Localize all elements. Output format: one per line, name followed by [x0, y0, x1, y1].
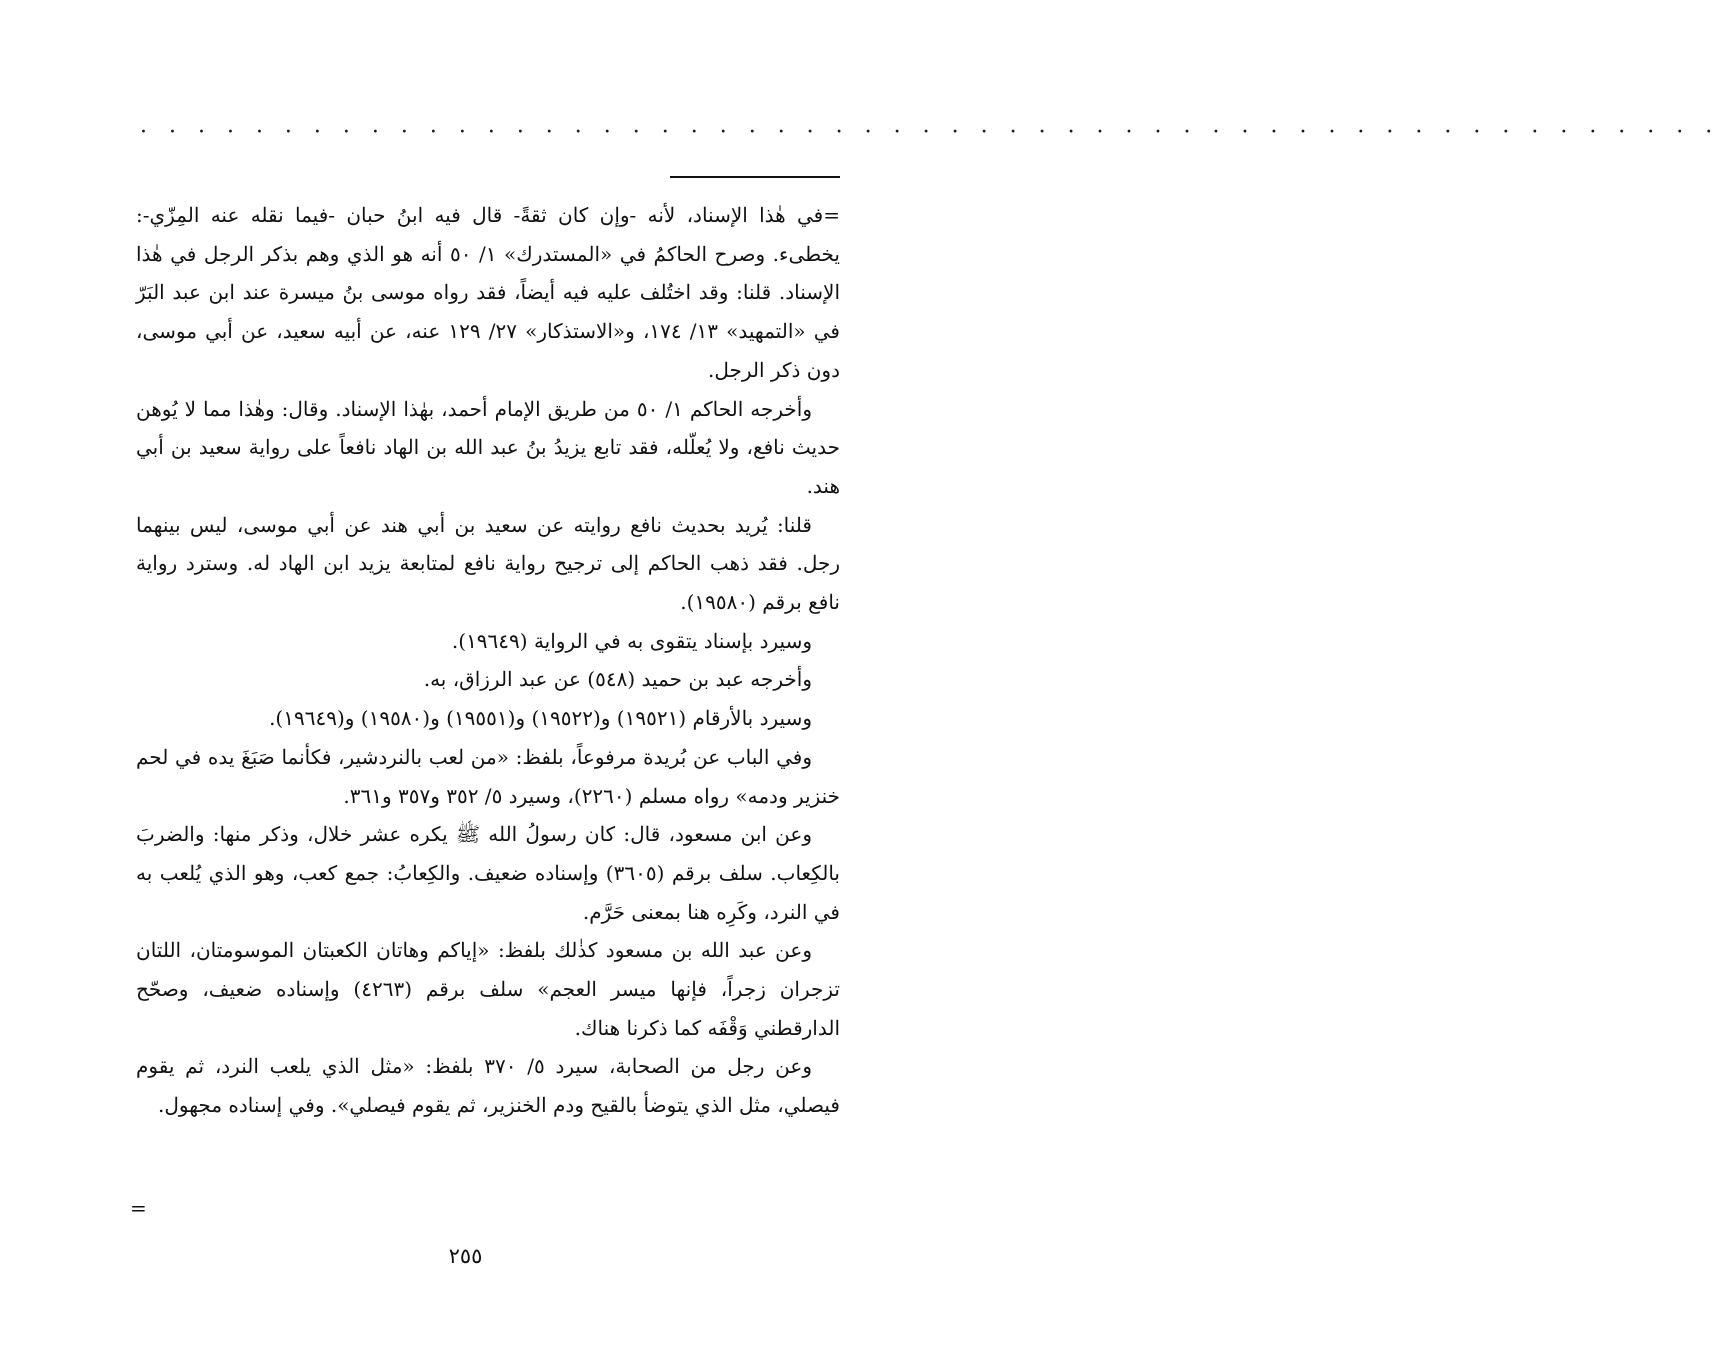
footnote-paragraph: وعن ابن مسعود، قال: كان رسولُ الله ﷺ يكره عشر خلال، وذكر منها: والضربَ بالكِعاب. سلف برقم (٣٦٠٥) وإسناده ضعيف. والكِعابُ: جمع كعب، وهو الذي يُلعب به في النرد، وكَرِه هنا بمعنى حَرَّم.	[136, 822, 840, 924]
footnote-paragraph: وسيرد بالأرقام (١٩٥٢١) و(١٩٥٢٢) و(١٩٥٥١) و(١٩٥٨٠) و(١٩٦٤٩).	[269, 706, 812, 731]
continuation-mark: =	[130, 1196, 147, 1220]
footnote-paragraph: وأخرجه الحاكم ١/ ٥٠ من طريق الإمام أحمد، بهٰذا الإسناد. وقال: وهٰذا مما لا يُوهن حديث نافع، ولا يُعلّله، فقد تابع يزيدُ بنُ عبد الله بن الهاد نافعاً على رواية سعيد بن أبي هند.	[136, 396, 840, 498]
footnote-paragraph: وعن عبد الله بن مسعود كذٰلك بلفظ: «إياكم وهاتان الكعبتان الموسومتان، اللتان تزجران زجراً، فإنها ميسر العجم» سلف برقم (٤٢٦٣) وإسناده ضعيف، وصحّح الدارقطني وَقْفَه كما ذكرنا هناك.	[136, 938, 840, 1040]
footnote-separator-rule	[670, 176, 840, 178]
footnote-paragraph: قلنا: يُريد بحديث نافع روايته عن سعيد بن أبي هند عن أبي موسى، ليس بينهما رجل. فقد ذهب الحاكم إلى ترجيح رواية نافع لمتابعة يزيد ابن الهاد له. وسترد رواية نافع برقم (١٩٥٨٠).	[136, 512, 840, 615]
footnote-paragraph: وفي الباب عن بُريدة مرفوعاً، بلفظ: «من لعب بالنردشير، فكأنما صَبَغَ يده في لحم خنزير ودمه» رواه مسلم (٢٢٦٠)، وسيرد ٥/ ٣٥٢ و٣٥٧ و٣٦١.	[136, 744, 840, 808]
footnote-paragraph: وعن رجل من الصحابة، سيرد ٥/ ٣٧٠ بلفظ: «مثل الذي يلعب النرد، ثم يقوم فيصلي، مثل الذي يتوضأ بالقيح ودم الخنزير، ثم يقوم فيصلي». وفي إسناده مجهول.	[136, 1054, 840, 1118]
page-number: ٢٥٥	[448, 1244, 483, 1268]
footnote-paragraph: وأخرجه عبد بن حميد (٥٤٨) عن عبد الرزاق، به.	[423, 667, 812, 692]
header-dotted-line: · · · · · · · · · · · · · · · · · · · · · · · · · · · · · · · · · · · · · · · · · · · · · · · · · · · · · · ·	[140, 120, 1720, 145]
footnote-text-block	[136, 196, 840, 1125]
footnote-paragraph: وسيرد بإسناد يتقوى به في الرواية (١٩٦٤٩).	[451, 628, 812, 653]
footnote-paragraph: =في هٰذا الإسناد، لأنه -وإن كان ثقةً- قال فيه ابنُ حبان -فيما نقله عنه المِزّي-: يخطىء. وصرح الحاكمُ في «المستدرك» ١/ ٥٠ أنه هو الذي وهم بذكر الرجل في هٰذا الإسناد. قلنا: وقد اختُلف عليه فيه أيضاً، فقد رواه موسى بنُ ميسرة عند ابن عبد البَرّ في «التمهيد» ١٣/ ١٧٤، و«الاستذكار» ٢٧/ ١٢٩ عنه، عن أبيه سعيد، عن أبي موسى، دون ذكر الرجل.	[136, 203, 840, 382]
